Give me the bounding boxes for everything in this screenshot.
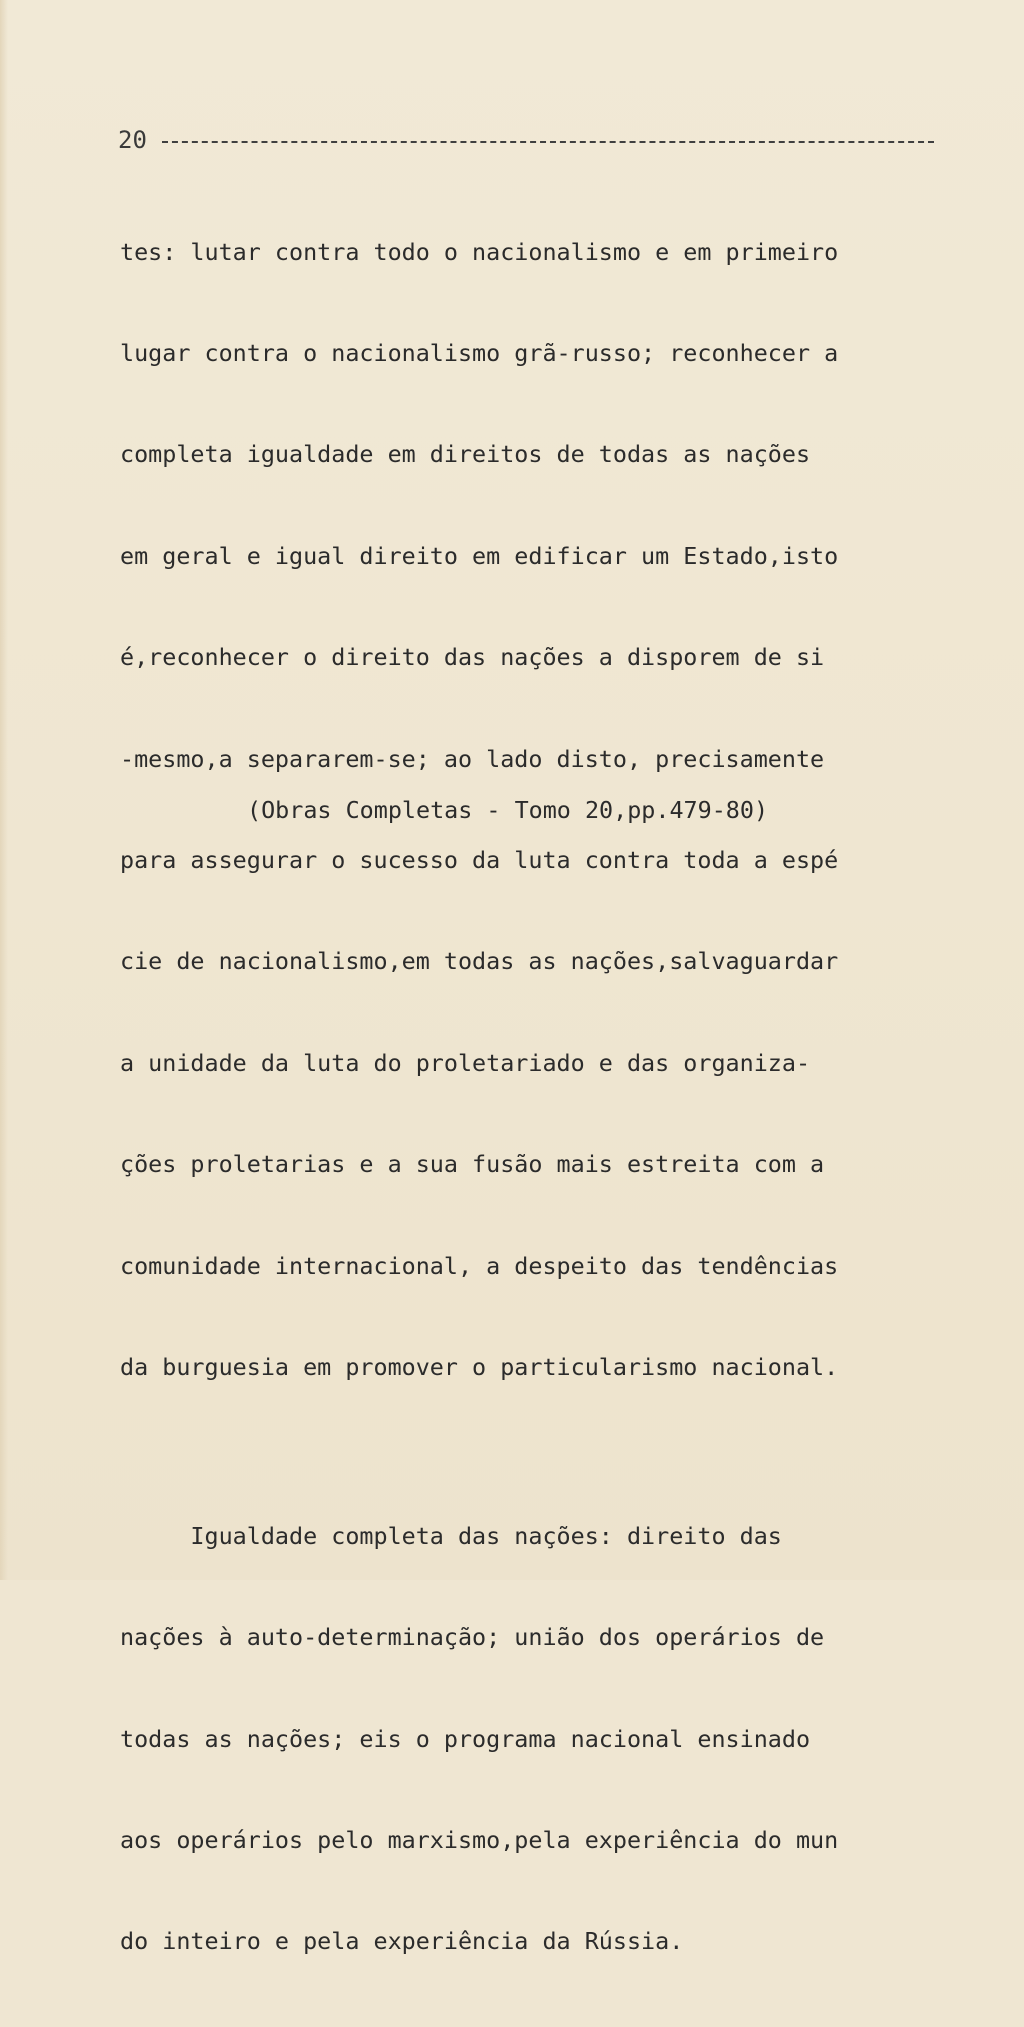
text-line: comunidade internacional, a despeito das tendências — [120, 1251, 839, 1280]
text-line: nações à auto-determinação; união dos operários de — [120, 1623, 825, 1652]
text-line: ções proletarias e a sua fusão mais estreita com a — [120, 1150, 825, 1179]
page-edge-shadow — [0, 0, 8, 1580]
text-line: cie de nacionalismo,em todas as nações,salvaguardar — [120, 947, 839, 976]
paragraph-2 — [120, 1452, 920, 2027]
text-line: em geral e igual direito em edificar um Estado,isto — [120, 541, 839, 570]
text-line: é,reconhecer o direito das nações a disporem de si — [120, 643, 825, 672]
citation: (Obras Completas - Tomo 20,pp.479-80) — [247, 796, 769, 824]
text-line: Igualdade completa das nações: direito das — [120, 1521, 782, 1550]
text-line: todas as nações; eis o programa nacional ensinado — [120, 1724, 811, 1753]
text-line: a unidade da luta do proletariado e das organiza- — [120, 1048, 811, 1077]
body-text — [120, 168, 920, 2027]
text-line: aos operários pelo marxismo,pela experiência do mun — [120, 1826, 839, 1855]
text-line: para assegurar o sucesso da luta contra toda a espé — [120, 845, 839, 874]
text-line: da burguesia em promover o particularismo nacional. — [120, 1352, 839, 1381]
page-header — [118, 122, 934, 158]
text-line: tes: lutar contra todo o nacionalismo e em primeiro — [120, 237, 839, 266]
header-dashed-rule — [162, 141, 934, 143]
text-line: -mesmo,a separarem-se; ao lado disto, precisamente — [120, 744, 825, 773]
page-number: 20 — [118, 126, 147, 154]
text-line: do inteiro e pela experiência da Rússia. — [120, 1927, 684, 1956]
text-line: completa igualdade em direitos de todas as nações — [120, 440, 811, 469]
text-line: lugar contra o nacionalismo grã-russo; reconhecer a — [120, 338, 839, 367]
